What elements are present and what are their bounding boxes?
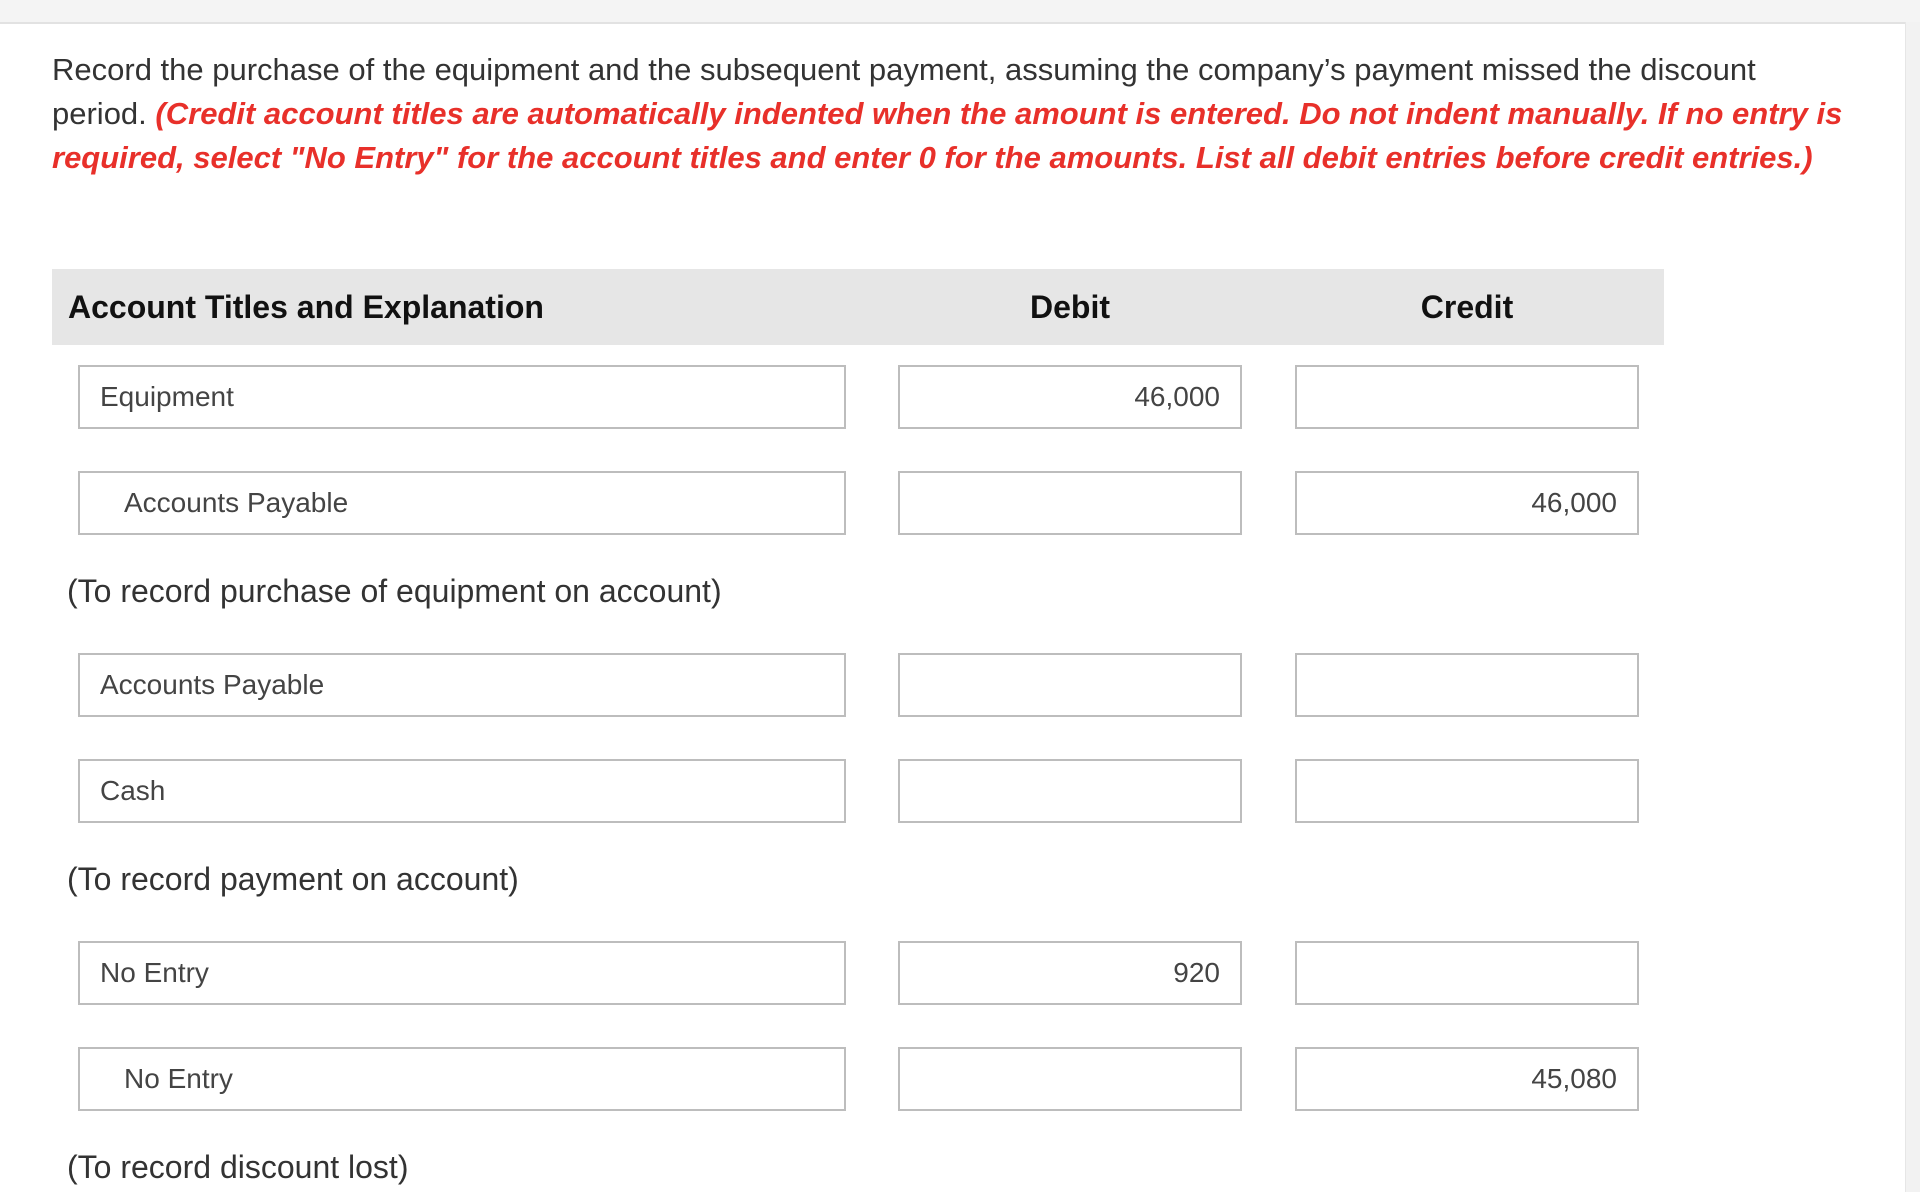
account-title-field[interactable]: Accounts Payable — [78, 471, 846, 535]
entry-explanation: (To record purchase of equipment on account) — [67, 573, 722, 609]
credit-amount-field[interactable]: 46,000 — [1295, 471, 1639, 535]
credit-amount-field[interactable] — [1295, 653, 1639, 717]
journal-table-header — [52, 269, 1664, 345]
account-column-header: Account Titles and Explanation — [68, 289, 544, 325]
credit-amount-field[interactable]: 45,080 — [1295, 1047, 1639, 1111]
account-title-field[interactable]: Accounts Payable — [78, 653, 846, 717]
debit-amount-field[interactable] — [898, 759, 1242, 823]
account-title-field[interactable]: Cash — [78, 759, 846, 823]
entry-explanation: (To record payment on account) — [67, 861, 519, 897]
credit-amount-field[interactable] — [1295, 759, 1639, 823]
debit-amount-field[interactable]: 920 — [898, 941, 1242, 1005]
debit-column-header: Debit — [1030, 289, 1110, 325]
entry-explanation: (To record discount lost) — [67, 1149, 409, 1185]
debit-amount-field[interactable]: 46,000 — [898, 365, 1242, 429]
top-bar — [0, 0, 1920, 24]
debit-amount-field[interactable] — [898, 471, 1242, 535]
debit-amount-field[interactable] — [898, 653, 1242, 717]
scrollbar-track[interactable] — [1905, 22, 1920, 1192]
credit-column-header: Credit — [1420, 289, 1514, 325]
debit-amount-field[interactable] — [898, 1047, 1242, 1111]
account-title-field[interactable]: Equipment — [78, 365, 846, 429]
question-instructions — [52, 48, 1852, 180]
account-title-field[interactable]: No Entry — [78, 941, 846, 1005]
instructions-note: (Credit account titles are automatically indented when the amount is entered. Do not indent manually. If no entry is required, select "No Entry" for the account titles and enter 0 for the amounts. List all debit entries before credit entries.) — [52, 96, 1843, 175]
credit-amount-field[interactable] — [1295, 365, 1639, 429]
instructions-text: Record the purchase of the equipment and the subsequent payment, assuming the company’s payment missed the discount period. — [52, 52, 1756, 131]
account-title-field[interactable]: No Entry — [78, 1047, 846, 1111]
credit-amount-field[interactable] — [1295, 941, 1639, 1005]
